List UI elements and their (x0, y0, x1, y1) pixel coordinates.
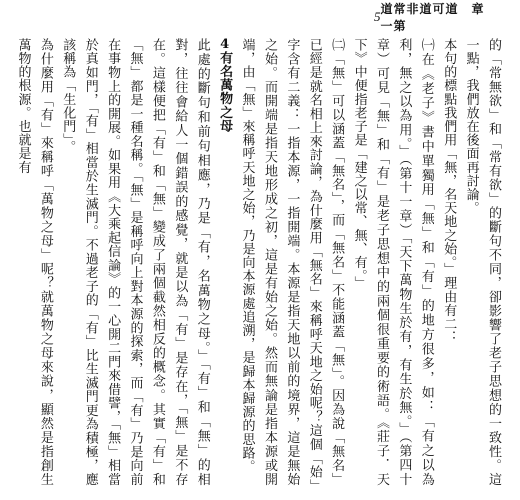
section-heading-number: 4 (220, 38, 230, 51)
running-title: 道常非道可道 章一第 (380, 2, 485, 33)
paragraph-3: ㈠在《老子》書中單獨用「無」和「有」的地方很多，如：「有之以為利，無之以為用。」（第十一章）「天下萬物生於有，有生於無。」（第四十章）可見「無」和「有」是老子思想中的兩個很重要的術語。《莊子．天下》中便指老子是「建之以常、無、有。」 (351, 38, 434, 486)
paragraph-4: ㈡「無」可以涵蓋「無名」，而「無名」不能涵蓋「無」。因為說「無名」已經是就名相上來討論，為什麼用「無名」來稱呼天地之始呢？這個「始」字含有二義：一指本源，一指開端。本源是指天地以前的境界，這是無始之始。而開端是指天地形成之初，這是有始之始。然而無論是指本源或開端，由「無」來稱呼天地之始，乃是向本源處追溯，是歸本歸源的思路。 (239, 38, 345, 486)
paragraph-2: 本句的標點我們用「無，名天地之始。」理由有二： (441, 38, 457, 345)
page-header (374, 2, 494, 33)
section-heading-text: 有名萬物之母 (217, 51, 233, 133)
page-number: 5 (374, 9, 381, 24)
section-paragraph-2: 為什麼用「有」來稱呼「萬物之母」呢？就萬物之母來說，顯然是指創生萬物的根源。也就是有 (15, 38, 53, 486)
paragraph-1: 的「常無欲」和「常有欲」的斷句不同，卻影響了老子思想的一致性。這一點，我們放在後面再討論。 (463, 38, 501, 486)
section-heading (213, 38, 235, 486)
vertical-text-body (14, 38, 504, 486)
section-paragraph-1: 此處的斷句和前句相應，乃是「有，名萬物之母。」「有」和「無」的相對，往往會給人一個錯誤的感覺，就是以為「有」是存在，「無」是不存在。這樣便把「有」和「無」變成了兩個截然相反的概念。其實「有」和「無」都是一種名稱。「無」是稱呼向上對本源的探索，而「有」乃是向前在事物上的開展。如果用《大乘起信論》的一心開二門來借譬，「無」相當於真如門，「有」相當於生滅門。不過老子的「有」比生滅門更為積極，應該稱為「生化門」。 (60, 38, 210, 486)
